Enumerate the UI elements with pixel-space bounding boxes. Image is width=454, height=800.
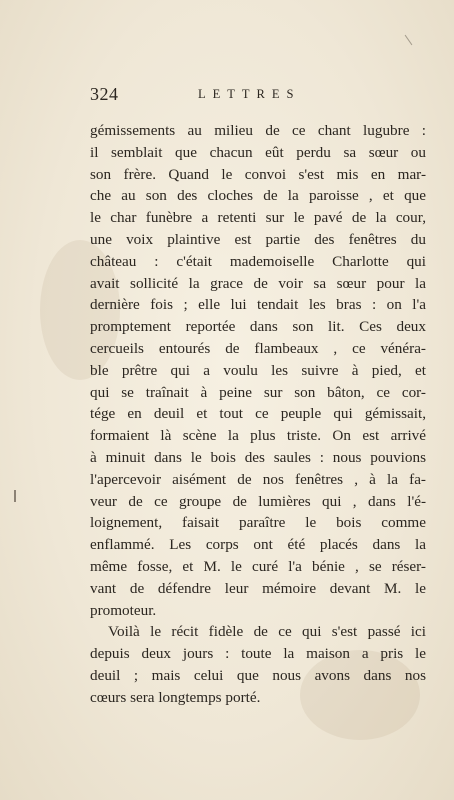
text-line: veur de ce groupe de lumières qui , dans l'é- <box>90 492 426 510</box>
text-line: château : c'était mademoiselle Charlotte qui <box>90 252 426 270</box>
page-header <box>90 84 390 108</box>
text-line: cercueils entourés de flambeaux , ce vénéra- <box>90 339 426 357</box>
text-line: enflammé. Les corps ont été placés dans la <box>90 536 426 554</box>
text-line: son frère. Quand le convoi s'est mis en mar- <box>90 165 426 183</box>
text-line: une voix plaintive est partie des fenêtres du <box>90 230 426 248</box>
text-line: formaient là scène la plus triste. On est arrivé <box>90 427 426 445</box>
page-number: 324 <box>90 84 119 104</box>
body-text <box>90 120 426 709</box>
text-line: Voilà le récit fidèle de ce qui s'est passé ici <box>108 623 426 641</box>
text-line: l'apercevoir aisément de nos fenêtres , à la fa- <box>90 470 426 488</box>
text-line: depuis deux jours : toute la maison a pris le <box>90 645 426 663</box>
text-line: dernière fois ; elle lui tendait les bras : on l'a <box>90 296 426 314</box>
text-line: vant de défendre leur mémoire devant M. le <box>90 579 426 597</box>
text-line: il semblait que chacun eût perdu sa sœur ou <box>90 143 426 161</box>
text-line: tége en deuil et tout ce peuple qui gémissait, <box>90 405 426 423</box>
text-line: ble prêtre qui a voulu les suivre à pied, et <box>90 361 426 379</box>
text-line: che au son des cloches de la paroisse , et que <box>90 187 426 205</box>
text-line: cœurs sera longtemps porté. <box>90 688 261 706</box>
text-line: promoteur. <box>90 601 157 619</box>
text-line: promptement reportée dans son lit. Ces deux <box>90 318 426 336</box>
text-line: deuil ; mais celui que nous avons dans nos <box>90 666 426 684</box>
text-line: loignement, faisait paraître le bois comme <box>90 514 426 532</box>
text-line: le char funèbre a retenti sur le pavé de la cour, <box>90 209 426 227</box>
margin-mark <box>14 490 16 502</box>
text-line: qui se traînait à peine sur son bâton, ce cor- <box>90 383 426 401</box>
text-line: à minuit dans le bois des saules : nous pouvions <box>90 448 426 466</box>
running-head: LETTRES <box>198 87 301 101</box>
paper-mark <box>405 35 413 45</box>
text-line: avait sollicité la grace de voir sa sœur pour la <box>90 274 426 292</box>
text-line: gémissements au milieu de ce chant lugubre : <box>90 122 426 139</box>
text-line: même fosse, et M. le curé l'a bénie , se réser- <box>90 557 426 575</box>
